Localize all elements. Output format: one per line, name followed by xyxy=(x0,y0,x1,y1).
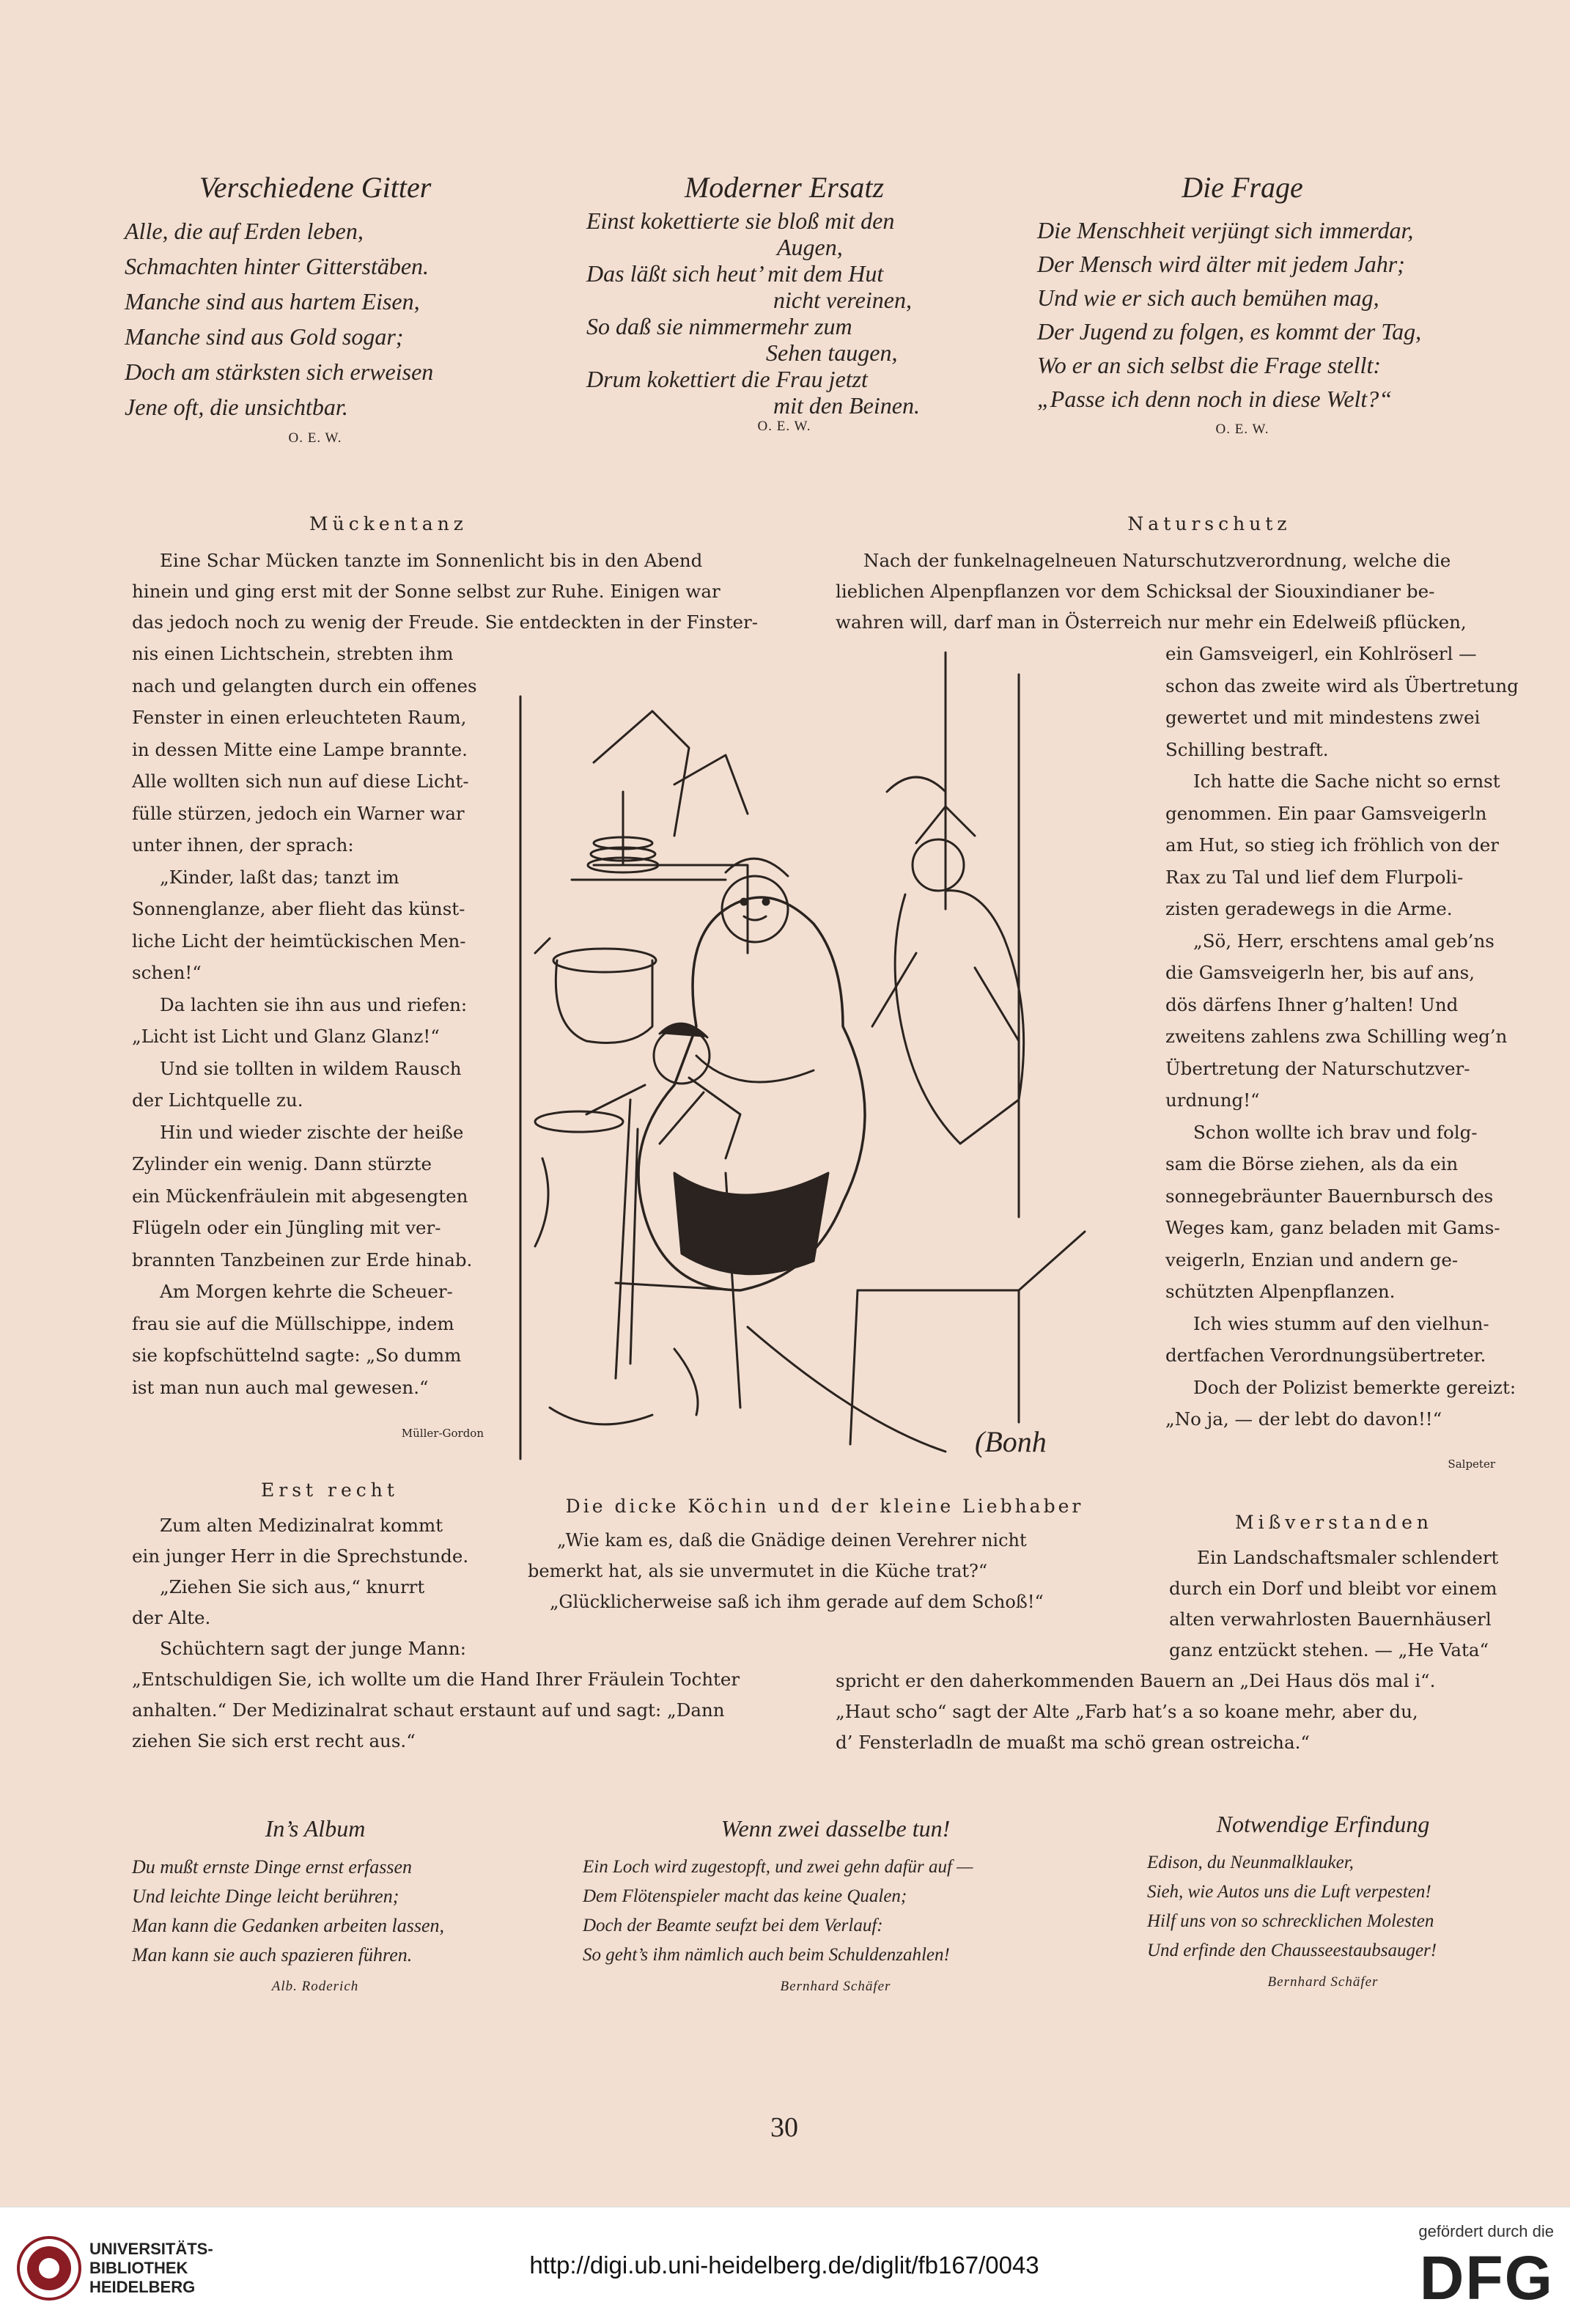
text-line: lieblichen Alpenpflanzen vor dem Schicksal der Siouxindianer be- xyxy=(836,581,1435,602)
text-line: in dessen Mitte eine Lampe brannte. xyxy=(132,738,468,760)
poem-line: Die Menschheit verjüngt sich immerdar, xyxy=(1037,217,1414,243)
text-line: Fenster in einen erleuchteten Raum, xyxy=(132,707,467,728)
poem-line: Man kann die Gedanken arbeiten lassen, xyxy=(132,1915,445,1936)
poem-signature: Bernhard Schäfer xyxy=(1267,1974,1379,1990)
poem-title: Wenn zwei dasselbe tun! xyxy=(720,1815,951,1842)
poem-line: So geht’s ihm nämlich auch beim Schuldenzahlen! xyxy=(583,1945,950,1965)
text-line: ist man nun auch mal gewesen.“ xyxy=(132,1376,429,1398)
text-line: sonnegebräunter Bauernbursch des xyxy=(1165,1185,1494,1207)
library-name-line: BIBLIOTHEK xyxy=(89,2259,188,2277)
text-line: ein junger Herr in die Sprechstunde. xyxy=(132,1545,469,1567)
article-missverstanden-narrow xyxy=(1169,1542,1514,1666)
text-line: Da lachten sie ihn aus und riefen: xyxy=(160,993,468,1015)
poem-line: Alle, die auf Erden leben, xyxy=(125,218,364,244)
text-line: Und sie tollten in wildem Rausch xyxy=(160,1057,462,1079)
text-line: „Entschuldigen Sie, ich wollte um die Hand Ihrer Fräulein Tochter xyxy=(132,1669,740,1690)
poem-verschiedene-gitter xyxy=(125,170,535,446)
library-name xyxy=(89,2240,213,2297)
poem-line: „Passe ich denn noch in diese Welt?“ xyxy=(1037,386,1393,412)
text-line: Am Morgen kehrte die Scheuer- xyxy=(160,1281,453,1302)
text-line: ziehen Sie sich erst recht aus.“ xyxy=(132,1730,416,1751)
text-line: Schilling bestraft. xyxy=(1165,738,1329,760)
text-line: frau sie auf die Müllschippe, indem xyxy=(132,1312,454,1334)
text-line: Sonnenglanze, aber flieht das künst- xyxy=(132,898,465,919)
poem-line: Drum kokettiert die Frau jetzt xyxy=(586,366,868,392)
text-line: Doch der Polizist bemerkte gereizt: xyxy=(1193,1376,1516,1398)
poem-line: Du mußt ernste Dinge ernst erfassen xyxy=(132,1856,413,1878)
poem-title: Moderner Ersatz xyxy=(684,171,885,204)
text-line: am Hut, so stieg ich fröhlich von der xyxy=(1165,834,1499,856)
poem-line: Sieh, wie Autos uns die Luft verpesten! xyxy=(1147,1882,1431,1902)
poem-signature: Alb. Roderich xyxy=(271,1979,359,1994)
text-line: sie kopfschüttelnd sagte: „So dumm xyxy=(132,1345,462,1366)
poem-line: Manche sind aus Gold sogar; xyxy=(125,323,404,350)
poem-line: Manche sind aus hartem Eisen, xyxy=(125,288,420,315)
poem-body xyxy=(1147,1848,1528,1966)
illustration-drawing xyxy=(506,645,1151,1481)
poem-line: mit den Beinen. xyxy=(773,392,920,419)
poem-line: So daß sie nimmermehr zum xyxy=(586,313,852,339)
text-line: Schüchtern sagt der junge Mann: xyxy=(160,1638,466,1659)
poem-line: Augen, xyxy=(777,234,843,260)
illustration-cook-and-lover xyxy=(506,645,1151,1481)
poem-body xyxy=(583,1853,1088,1970)
poem-signature: O. E. W. xyxy=(1215,422,1269,437)
poem-line: Und wie er sich auch bemühen mag, xyxy=(1037,284,1379,311)
text-line: Weges kam, ganz beladen mit Gams- xyxy=(1165,1217,1500,1238)
poem-body xyxy=(125,213,535,424)
caption-line: bemerkt hat, als sie unvermutet in die Küche trat?“ xyxy=(528,1561,988,1581)
text-line: spricht er den daherkommenden Bauern an „Dei Haus dös mal i“. xyxy=(836,1670,1436,1691)
text-line: Zylinder ein wenig. Dann stürzte xyxy=(132,1153,432,1174)
section-title-mueckentanz: Mückentanz xyxy=(309,513,468,534)
text-line: sam die Börse ziehen, als da ein xyxy=(1165,1153,1459,1174)
dfg-logo[interactable]: DFG xyxy=(1419,2243,1554,2312)
section-title-erst-recht: Erst recht xyxy=(261,1479,399,1501)
artist-signature: (Bonh xyxy=(975,1425,1047,1458)
library-name-line: HEIDELBERG xyxy=(89,2278,196,2296)
page-number: 30 xyxy=(770,2112,798,2143)
poem-signature: Bernhard Schäfer xyxy=(780,1979,891,1994)
poem-line: Ein Loch wird zugestopft, und zwei gehn dafür auf — xyxy=(583,1857,973,1877)
caption-line: „Glücklicherweise saß ich ihm gerade auf dem Schoß!“ xyxy=(550,1592,1044,1612)
permalink-url[interactable]: http://digi.ub.uni-heidelberg.de/diglit/fb167/0043 xyxy=(529,2251,1039,2279)
poem-body xyxy=(1037,213,1536,416)
poem-die-frage xyxy=(1037,170,1536,438)
article-mueckentanz-narrow xyxy=(132,638,498,1403)
text-line: genommen. Ein paar Gamsveigerln xyxy=(1165,802,1487,824)
article-naturschutz-narrow xyxy=(1165,638,1519,1435)
poem-moderner-ersatz xyxy=(586,170,982,435)
text-line: nis einen Lichtschein, strebten ihm xyxy=(132,643,454,664)
text-line: dös därfens Ihner g’halten! Und xyxy=(1165,993,1459,1015)
text-line: Zum alten Medizinalrat kommt xyxy=(160,1515,443,1536)
article-mueckentanz-wide xyxy=(132,545,806,638)
text-line: ein Gamsveigerl, ein Kohlröserl — xyxy=(1165,643,1477,664)
poem-line: Man kann sie auch spazieren führen. xyxy=(132,1944,413,1966)
poem-signature: O. E. W. xyxy=(757,419,811,434)
text-line: alten verwahrlosten Bauernhäuserl xyxy=(1169,1608,1492,1630)
text-line: das jedoch noch zu wenig der Freude. Sie entdeckten in der Finster- xyxy=(132,611,759,633)
text-line: durch ein Dorf und bleibt vor einem xyxy=(1169,1578,1497,1599)
text-line: „Ziehen Sie sich aus,“ knurrt xyxy=(160,1576,425,1597)
text-line: Übertretung der Naturschutzver- xyxy=(1165,1057,1470,1079)
text-line: schützten Alpenpflanzen. xyxy=(1165,1281,1396,1302)
poem-line: Jene oft, die unsichtbar. xyxy=(125,394,348,420)
poem-notwendige-erfindung xyxy=(1147,1811,1528,1990)
text-line: zweitens zahlens zwa Schilling weg’n xyxy=(1165,1026,1508,1047)
text-line: Hin und wieder zischte der heiße xyxy=(160,1121,464,1143)
text-line: ganz entzückt stehen. — „He Vata“ xyxy=(1169,1639,1489,1661)
poem-body xyxy=(132,1853,542,1970)
text-line: Eine Schar Mücken tanzte im Sonnenlicht bis in den Abend xyxy=(160,550,703,571)
poem-wenn-zwei-dasselbe-tun xyxy=(583,1815,1088,1995)
poem-line: Doch der Beamte seufzt bei dem Verlauf: xyxy=(583,1916,883,1935)
poem-line: Dem Flötenspieler macht das keine Qualen; xyxy=(583,1886,907,1906)
text-line: zisten geradewegs in die Arme. xyxy=(1165,898,1453,919)
text-line: gewertet und mit mindestens zwei xyxy=(1165,707,1481,728)
illustration-caption-title: Die dicke Köchin und der kleine Liebhaber xyxy=(565,1496,1084,1517)
poem-body xyxy=(586,207,982,419)
text-line: „Sö, Herr, erschtens amal geb’ns xyxy=(1193,930,1495,952)
poem-title: In’s Album xyxy=(265,1815,366,1842)
article-missverstanden-wide xyxy=(836,1666,1525,1758)
text-line: hinein und ging erst mit der Sonne selbst zur Ruhe. Einigen war xyxy=(132,581,720,602)
section-title-missverstanden: Mißverstanden xyxy=(1235,1512,1433,1533)
text-line: „Licht ist Licht und Glanz Glanz!“ xyxy=(132,1026,440,1047)
library-logo[interactable] xyxy=(16,2235,82,2301)
text-line: „Haut scho“ sagt der Alte „Farb hat’s a so koane mehr, aber du, xyxy=(836,1701,1418,1722)
text-line: urdnung!“ xyxy=(1165,1089,1260,1111)
text-line: anhalten.“ Der Medizinalrat schaut erstaunt auf und sagt: „Dann xyxy=(132,1699,725,1721)
text-line: die Gamsveigerln her, bis auf ans, xyxy=(1165,962,1475,983)
poem-line: Hilf uns von so schrecklichen Molesten xyxy=(1147,1911,1434,1931)
poem-title: Die Frage xyxy=(1182,171,1303,204)
text-line: schen!“ xyxy=(132,962,202,983)
poem-signature: O. E. W. xyxy=(288,430,342,446)
text-line: brannten Tanzbeinen zur Erde hinab. xyxy=(132,1249,473,1271)
poem-line: nicht vereinen, xyxy=(773,287,912,313)
text-line: Rax zu Tal und lief dem Flurpoli- xyxy=(1165,866,1464,888)
text-line: Ein Landschaftsmaler schlendert xyxy=(1197,1547,1499,1568)
text-line: ein Mückenfräulein mit abgesengten xyxy=(132,1185,468,1207)
text-line: veigerln, Enzian und andern ge- xyxy=(1165,1249,1459,1271)
text-line: wahren will, darf man in Österreich nur mehr ein Edelweiß pflücken, xyxy=(836,611,1467,633)
poem-line: Einst kokettierte sie bloß mit den xyxy=(586,207,895,234)
text-line: d’ Fensterladln de muaßt ma schö grean ostreicha.“ xyxy=(836,1732,1310,1753)
text-line: der Lichtquelle zu. xyxy=(132,1089,303,1111)
text-line: der Alte. xyxy=(132,1607,211,1628)
text-line: nach und gelangten durch ein offenes xyxy=(132,674,477,696)
section-title-naturschutz: Naturschutz xyxy=(1127,513,1291,534)
poem-title: Verschiedene Gitter xyxy=(199,171,432,204)
text-line: Alle wollten sich nun auf diese Licht- xyxy=(132,771,469,792)
text-line: Ich hatte die Sache nicht so ernst xyxy=(1193,771,1500,792)
text-line: unter ihnen, der sprach: xyxy=(132,834,354,856)
poem-line: Der Jugend zu folgen, es kommt der Tag, xyxy=(1037,318,1422,345)
text-line: liche Licht der heimtückischen Men- xyxy=(132,930,466,952)
poem-line: Und erfinde den Chausseestaubsauger! xyxy=(1147,1941,1437,1960)
poem-line: Wo er an sich selbst die Frage stellt: xyxy=(1037,352,1381,378)
text-line: Schon wollte ich brav und folg- xyxy=(1193,1121,1478,1143)
poem-line: Und leichte Dinge leicht berühren; xyxy=(132,1886,399,1907)
caption-line: „Wie kam es, daß die Gnädige deinen Verehrer nicht xyxy=(557,1530,1027,1551)
text-line: Ich wies stumm auf den vielhun- xyxy=(1193,1312,1489,1334)
poem-line: Edison, du Neunmalklauker, xyxy=(1147,1853,1354,1872)
signature-salpeter: Salpeter xyxy=(1448,1457,1495,1471)
poem-line: Schmachten hinter Gitterstäben. xyxy=(125,253,430,279)
seal-icon xyxy=(16,2235,82,2301)
article-erst-recht xyxy=(132,1510,938,1757)
text-line: Flügeln oder ein Jüngling mit ver- xyxy=(132,1217,441,1238)
text-line: schon das zweite wird als Übertretung xyxy=(1165,674,1519,696)
text-line: dertfachen Verordnungsübertreter. xyxy=(1165,1345,1486,1366)
poem-line: Sehen taugen, xyxy=(766,339,898,366)
text-line: „No ja, — der lebt do davon!!“ xyxy=(1165,1408,1442,1430)
footer-bar xyxy=(0,2207,1570,2324)
poem-ins-album xyxy=(132,1815,542,1995)
poem-line: Das läßt sich heut’ mit dem Hut xyxy=(586,260,884,287)
funding-text: gefördert durch die xyxy=(1418,2222,1554,2240)
article-naturschutz-wide xyxy=(836,545,1481,638)
text-line: Nach der funkelnagelneuen Naturschutzverordnung, welche die xyxy=(863,550,1451,571)
text-line: fülle stürzen, jedoch ein Warner war xyxy=(132,802,465,824)
poem-line: Der Mensch wird älter mit jedem Jahr; xyxy=(1037,251,1405,277)
poem-line: Doch am stärksten sich erweisen xyxy=(125,358,434,385)
signature-mueller-gordon: Müller-Gordon xyxy=(401,1427,484,1440)
text-line: „Kinder, laßt das; tanzt im xyxy=(160,866,399,888)
poem-title: Notwendige Erfindung xyxy=(1216,1811,1430,1837)
library-name-line: UNIVERSITÄTS- xyxy=(89,2240,213,2258)
